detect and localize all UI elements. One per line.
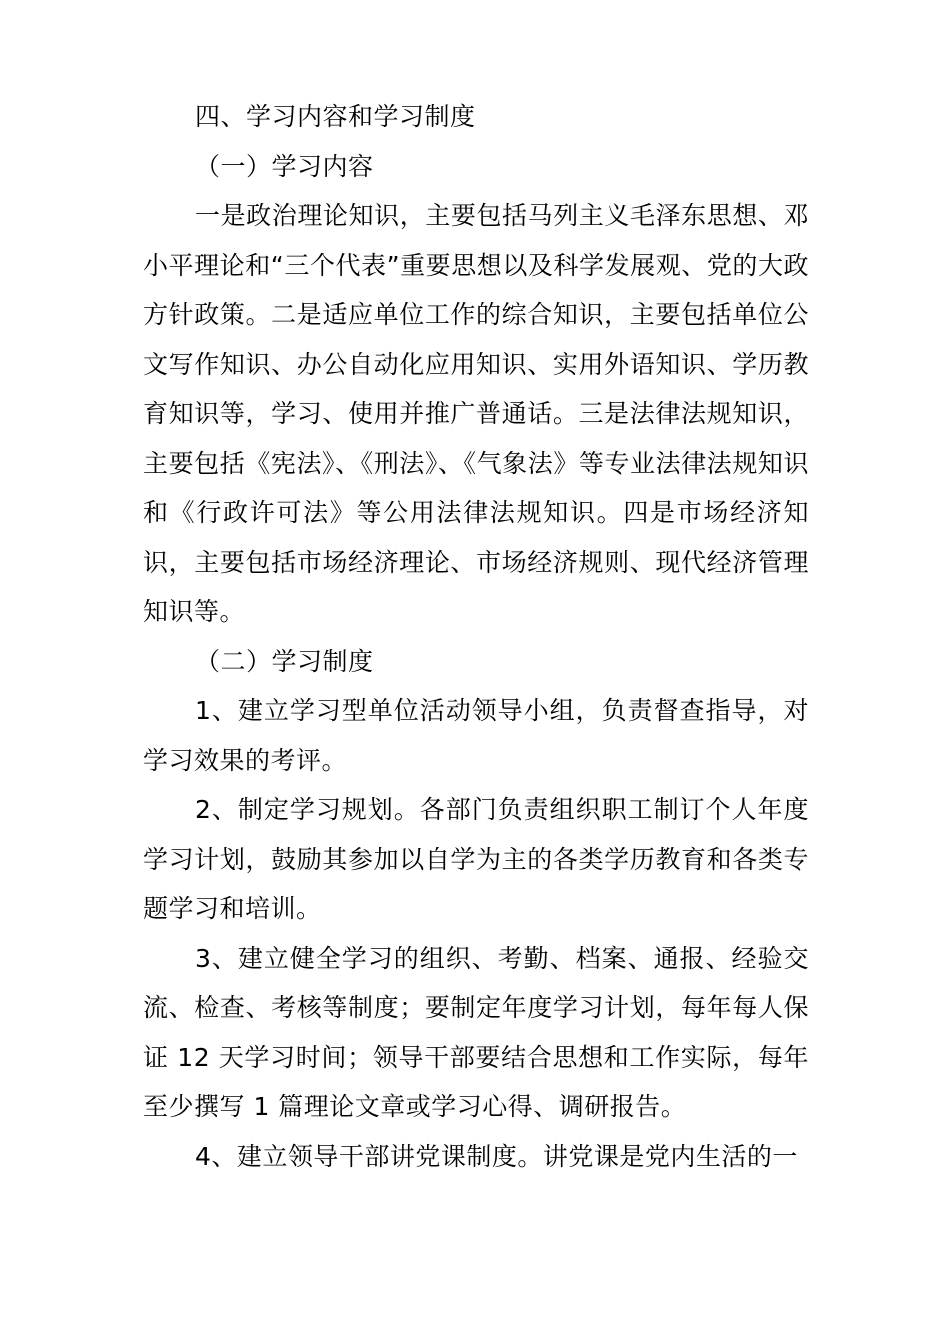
section-heading: 四、学习内容和学习制度 (195, 102, 476, 131)
system-item-1: 1、建立学习型单位活动领导小组，负责督查指导，对学习效果的考评。 (143, 696, 809, 775)
system-item-4: 4、建立领导干部讲党课制度。讲党课是党内生活的一 (195, 1141, 798, 1171)
subsection-heading-content: （一）学习内容 (195, 151, 374, 181)
subsection-heading-system: （二）学习制度 (195, 646, 374, 676)
document-body (143, 92, 809, 1181)
content-paragraph: 一是政治理论知识，主要包括马列主义毛泽东思想、邓小平理论和“三个代表”重要思想以及科学发展观、党的大政方针政策。二是适应单位工作的综合知识，主要包括单位公文写作知识、办公自动化应用知识、实用外语知识、学历教育知识等，学习、使用并推广普通话。三是法律法规知识，主要包括《宪法》、《刑法》、《气象法》等专业法律法规知识和《行政许可法》等公用法律法规知识。四是市场经济知识，主要包括市场经济理论、市场经济规则、现代经济管理知识等。 (143, 201, 809, 626)
system-item-2: 2、制定学习规划。各部门负责组织职工制订个人年度学习计划，鼓励其参加以自学为主的各类学历教育和各类专题学习和培训。 (143, 795, 809, 923)
system-item-3: 3、建立健全学习的组织、考勤、档案、通报、经验交流、检查、考核等制度；要制定年度学习计划，每年每人保证 12 天学习时间；领导干部要结合思想和工作实际，每年至少撰写 1 篇理论文章或学习心得、调研报告。 (143, 943, 809, 1121)
